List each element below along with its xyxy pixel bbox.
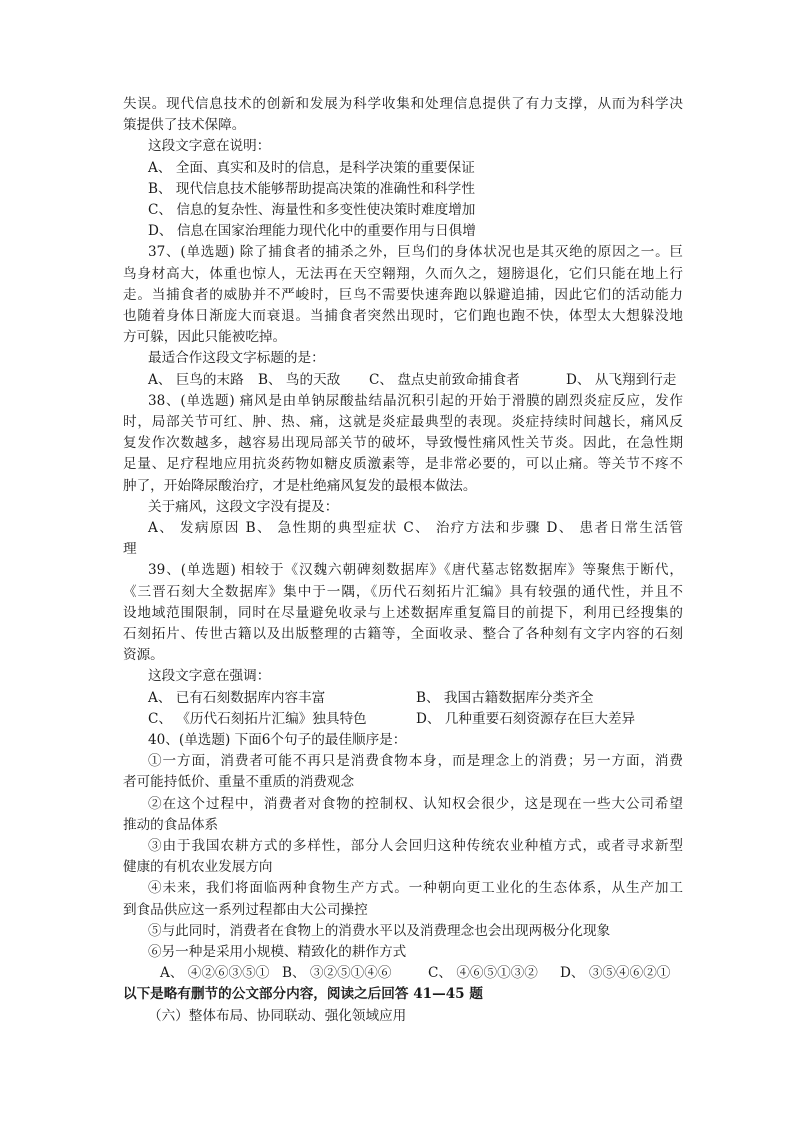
option-b: B、 现代信息技术能够帮助提高决策的准确性和科学性	[148, 180, 475, 197]
sentence-3-cont: 健康的有机农业发展方向	[123, 859, 273, 876]
question-39-line: 39、(单选题) 相较于《汉魏六朝碑刻数据库》《唐代墓志铭数据库》等聚焦于断代，	[148, 562, 683, 579]
subsection-heading: （六）整体布局、协同联动、强化领域应用	[148, 1007, 407, 1024]
question-37-line: 37、(单选题) 除了捕食者的捕杀之外，巨鸟们的身体状况也是其灭绝的原因之一。巨	[148, 244, 683, 261]
question-stem: 最适合作这段文字标题的是：	[148, 350, 325, 367]
option-a: A、 ④②⑥③⑤①	[160, 965, 270, 982]
option-d: D、 从飞翔到行走	[566, 371, 677, 388]
paragraph-line: 资源。	[123, 647, 164, 664]
option-d: D、 ③⑤④⑥②①	[560, 965, 671, 982]
question-38-line: 38、(单选题) 痛风是由单钠尿酸盐结晶沉积引起的开始于滑膜的剧烈炎症反应，发作	[148, 392, 683, 409]
paragraph-line: 复发作次数越多，越容易出现局部关节的破坏，导致慢性痛风性关节炎。因此，在急性期	[123, 435, 683, 452]
question-stem: 关于痛风，这段文字没有提及：	[148, 498, 339, 515]
sentence-1: ①一方面，消费者可能不再只是消费食物本身，而是理念上的消费；另一方面，消费	[148, 753, 683, 770]
paragraph-line: 失误。现代信息技术的创新和发展为科学收集和处理信息提供了有力支撑，从而为科学决	[123, 96, 683, 112]
options-line: A、 发病原因 B、 急性期的典型症状 C、 治疗方法和步骤 D、 患者日常生活管	[148, 520, 683, 536]
sentence-2-cont: 推动的食品体系	[123, 816, 219, 833]
option-c: C、 《历代石刻拓片汇编》独具特色	[148, 710, 367, 727]
sentence-3: ③由于我国农耕方式的多样性，部分人会回归这种传统农业种植方式，或者寻求新型	[148, 838, 683, 854]
sentence-1-cont: 者可能持低价、重量不重质的消费观念	[123, 774, 355, 791]
option-d: D、 信息在国家治理能力现代化中的重要作用与日俱增	[148, 223, 476, 240]
paragraph-line: 石刻拓片、传世古籍以及出版整理的古籍等，全面收录、整合了各种刻有文字内容的石刻	[123, 626, 683, 642]
sentence-4: ④未来，我们将面临两种食物生产方式。一种朝向更工业化的生态体系，从生产加工	[148, 880, 683, 897]
paragraph-line: 鸟身材高大，体重也惊人，无法再在天空翱翔，久而久之，翅膀退化，它们只能在地上行	[123, 265, 683, 282]
sentence-5: ⑤与此同时，消费者在食物上的消费水平以及消费理念也会出现两极分化现象	[148, 922, 611, 939]
option-a: A、 已有石刻数据库内容丰富	[148, 689, 326, 706]
option-c: C、 ④⑥⑤①③②	[428, 965, 538, 982]
paragraph-line: 策提供了技术保障。	[123, 117, 246, 134]
section-heading: 以下是略有删节的公文部分内容，阅读之后回答 41—45 题	[123, 986, 483, 1003]
option-d: D、 几种重要石刻资源存在巨大差异	[416, 710, 636, 727]
paragraph-line: 设地域范围限制，同时在尽量避免收录与上述数据库重复篇目的前提下，利用已经搜集的	[123, 604, 683, 621]
option-a: A、 全面、真实和及时的信息，是科学决策的重要保证	[148, 159, 475, 176]
sentence-2: ②在这个过程中，消费者对食物的控制权、认知权会很少，这是现在一些大公司希望	[148, 795, 683, 812]
paragraph-line: 走。当捕食者的威胁并不严峻时，巨鸟不需要快速奔跑以躲避追捕，因此它们的活动能力	[123, 286, 683, 303]
option-b: B、 鸟的天敌	[258, 371, 341, 388]
option-c: C、 信息的复杂性、海量性和多变性使决策时难度增加	[148, 202, 476, 218]
question-stem: 这段文字意在说明：	[148, 138, 271, 155]
option-b: B、 ③②⑤①④⑥	[282, 965, 392, 982]
question-stem: 这段文字意在强调：	[148, 668, 271, 685]
paragraph-line: 时，局部关节可红、肿、热、痛，这就是炎症最典型的表现。炎症持续时间越长，痛风反	[123, 414, 683, 430]
option-c: C、 盘点史前致命捕食者	[369, 371, 520, 388]
paragraph-line: 《三晋石刻大全数据库》集中于一隅，《历代石刻拓片汇编》具有较强的通代性，并且不	[123, 583, 683, 600]
paragraph-line: 方可躲，因此只能被吃掉。	[123, 329, 287, 346]
paragraph-line: 肿了，开始降尿酸治疗，才是杜绝痛风复发的最根本做法。	[123, 477, 477, 494]
sentence-4-cont: 到食品供应这一系列过程都由大公司操控	[123, 901, 368, 918]
question-40-stem: 40、(单选题) 下面6个句子的最佳顺序是：	[148, 732, 407, 748]
paragraph-line: 足量、足疗程地应用抗炎药物如糖皮质激素等，是非常必要的，可以止痛。等关节不疼不	[123, 456, 683, 473]
options-line: 理	[123, 541, 137, 558]
sentence-6: ⑥另一种是采用小规模、精致化的耕作方式	[148, 944, 407, 960]
option-a: A、 巨鸟的末路	[148, 371, 244, 388]
option-b: B、 我国古籍数据库分类齐全	[416, 689, 594, 706]
paragraph-line: 也随着身体日渐庞大而衰退。当捕食者突然出现时，它们跑也跑不快，体型太大想躲没地	[123, 308, 683, 324]
